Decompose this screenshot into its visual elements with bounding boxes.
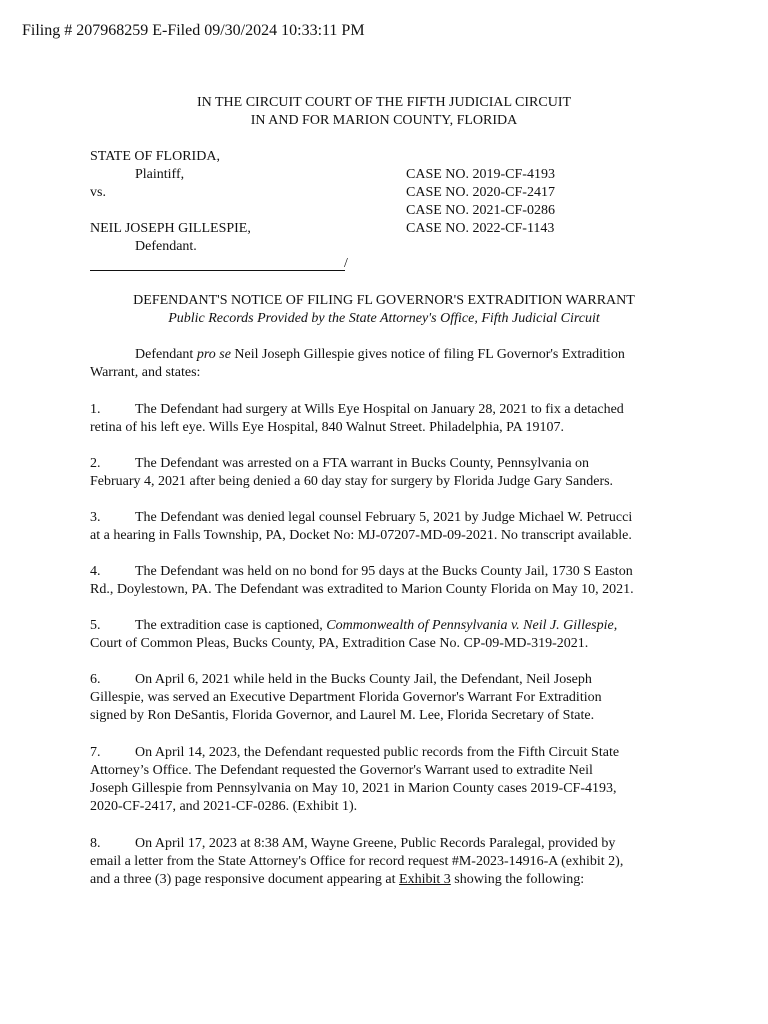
- court-heading-line2: IN AND FOR MARION COUNTY, FLORIDA: [250, 113, 518, 128]
- paragraph-line: at a hearing in Falls Township, PA, Docket No: MJ-07207-MD-09-2021. No transcript available.: [90, 528, 632, 543]
- paragraph-first-line: On April 17, 2023 at 8:38 AM, Wayne Greene, Public Records Paralegal, provided by: [135, 836, 616, 851]
- case-caption-italic: Commonwealth of Pennsylvania v. Neil J. Gillespie,: [326, 618, 618, 633]
- paragraph-line: Gillespie, was served an Executive Department Florida Governor's Warrant For Extradition: [90, 690, 602, 705]
- intro-line2: Warrant, and states:: [90, 365, 201, 380]
- paragraph-first-line: The extradition case is captioned, Commonwealth of Pennsylvania v. Neil J. Gillespie,: [135, 618, 618, 633]
- paragraph-first-line: The Defendant was denied legal counsel February 5, 2021 by Judge Michael W. Petrucci: [135, 510, 633, 525]
- defendant-name: NEIL JOSEPH GILLESPIE,: [90, 221, 251, 236]
- paragraph-line: retina of his left eye. Wills Eye Hospital, 840 Walnut Street. Philadelphia, PA 19107.: [90, 420, 564, 435]
- versus: vs.: [90, 185, 106, 200]
- paragraph-line: February 4, 2021 after being denied a 60 day stay for surgery by Florida Judge Gary Sanders.: [90, 474, 614, 489]
- case-number: CASE NO. 2019-CF-4193: [406, 167, 555, 182]
- paragraph-line: Joseph Gillespie from Pennsylvania on May 10, 2021 in Marion County cases 2019-CF-4193,: [90, 781, 617, 796]
- paragraph-line: and a three (3) page responsive document appearing at Exhibit 3 showing the following:: [90, 872, 585, 887]
- paragraph-first-line: On April 14, 2023, the Defendant requested public records from the Fifth Circuit State: [135, 745, 620, 760]
- paragraph-number: 7.: [90, 745, 101, 760]
- paragraph-line: signed by Ron DeSantis, Florida Governor, and Laurel M. Lee, Florida Secretary of State.: [90, 708, 595, 723]
- paragraph-first-line: The Defendant had surgery at Wills Eye Hospital on January 28, 2021 to fix a detached: [135, 402, 624, 417]
- paragraph-line: Court of Common Pleas, Bucks County, PA, Extradition Case No. CP-09-MD-319-2021.: [90, 636, 589, 651]
- exhibit-3-link[interactable]: Exhibit 3: [399, 872, 451, 887]
- filing-header: Filing # 207968259 E-Filed 09/30/2024 10:33:11 PM: [22, 22, 365, 39]
- paragraph-number: 3.: [90, 510, 101, 525]
- paragraph-first-line: On April 6, 2021 while held in the Bucks County Jail, the Defendant, Neil Joseph: [135, 672, 592, 687]
- plaintiff-role: Plaintiff,: [135, 167, 185, 182]
- paragraph-number: 8.: [90, 836, 101, 851]
- paragraph-number: 2.: [90, 456, 101, 471]
- paragraph-line: Attorney’s Office. The Defendant requested the Governor's Warrant used to extradite Neil: [90, 763, 593, 778]
- court-heading-line1: IN THE CIRCUIT COURT OF THE FIFTH JUDICIAL CIRCUIT: [196, 95, 572, 110]
- paragraph-line: Rd., Doylestown, PA. The Defendant was extradited to Marion County Florida on May 10, 2021.: [90, 582, 634, 597]
- case-number: CASE NO. 2022-CF-1143: [406, 221, 555, 236]
- pro-se-italic: pro se: [196, 347, 231, 362]
- paragraph-number: 6.: [90, 672, 101, 687]
- paragraph-first-line: The Defendant was held on no bond for 95 days at the Bucks County Jail, 1730 S Easton: [135, 564, 633, 579]
- paragraph-number: 5.: [90, 618, 101, 633]
- document-subtitle: Public Records Provided by the State Attorney's Office, Fifth Judicial Circuit: [168, 311, 600, 326]
- case-number: CASE NO. 2021-CF-0286: [406, 203, 555, 218]
- case-number: CASE NO. 2020-CF-2417: [406, 185, 555, 200]
- paragraph-number: 4.: [90, 564, 101, 579]
- plaintiff-name: STATE OF FLORIDA,: [90, 149, 220, 164]
- caption-slash: /: [344, 256, 348, 271]
- paragraph-first-line: The Defendant was arrested on a FTA warrant in Bucks County, Pennsylvania on: [135, 456, 590, 471]
- paragraph-line: 2020-CF-2417, and 2021-CF-0286. (Exhibit 1).: [90, 799, 358, 814]
- intro-line1: Defendant pro se Neil Joseph Gillespie gives notice of filing FL Governor's Extradition: [135, 347, 625, 362]
- document-title: DEFENDANT'S NOTICE OF FILING FL GOVERNOR'S EXTRADITION WARRANT: [133, 293, 635, 308]
- defendant-role: Defendant.: [135, 239, 197, 254]
- paragraph-number: 1.: [90, 402, 101, 417]
- caption-signature-line: [90, 270, 345, 271]
- paragraph-line: email a letter from the State Attorney's Office for record request #M-2023-14916-A (exhibit 2),: [90, 854, 624, 869]
